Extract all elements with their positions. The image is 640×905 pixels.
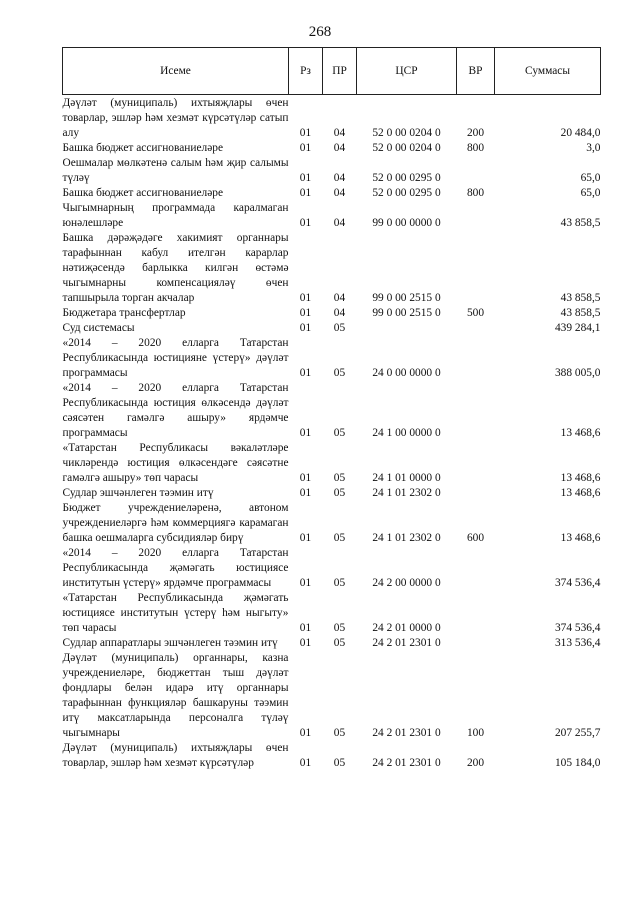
row-vr-code xyxy=(457,321,495,336)
table-row xyxy=(63,651,601,741)
row-pr-code: 04 xyxy=(333,172,346,184)
row-rz-code: 01 xyxy=(299,322,312,334)
row-pr-code: 05 xyxy=(333,757,346,769)
table-header xyxy=(63,48,601,95)
row-csr-code: 52 0 00 0204 0 xyxy=(372,127,441,139)
table-row xyxy=(63,486,601,501)
row-vr-code xyxy=(457,336,495,381)
row-pr-code: 04 xyxy=(333,292,346,304)
row-vr-code xyxy=(457,381,495,441)
table-body xyxy=(63,95,601,772)
table-row xyxy=(63,186,601,201)
row-amount: 388 005,0 xyxy=(554,367,601,379)
row-rz-code: 01 xyxy=(299,307,312,319)
table-row xyxy=(63,201,601,231)
row-name: Бюджетара трансфертлар xyxy=(62,307,186,319)
row-amount: 105 184,0 xyxy=(554,757,601,769)
row-csr-code: 24 2 00 0000 0 xyxy=(372,577,441,589)
row-name: Башка бюджет ассигнованиеләре xyxy=(62,187,224,199)
page-number: 268 xyxy=(308,24,332,40)
row-csr-code: 52 0 00 0295 0 xyxy=(372,187,441,199)
row-rz-code: 01 xyxy=(299,217,312,229)
table-row xyxy=(63,95,601,142)
row-amount: 65,0 xyxy=(580,187,601,199)
row-name: Дәүләт (муниципаль) ихтыяҗлары өчен товарлар, эшләр һәм хезмәт күрсәтүләр сатып алу xyxy=(62,97,289,139)
row-rz-code: 01 xyxy=(299,142,312,154)
row-name: «2014 – 2020 елларга Татарстан Республикасында юстиция өлкәсендә дәүләт сәясәтен гамәлгә ашыру» ярдәмче программасы xyxy=(62,382,289,439)
row-vr-code xyxy=(457,591,495,636)
header-csr: ЦСР xyxy=(357,48,457,95)
row-vr-code xyxy=(457,156,495,186)
row-pr-code: 05 xyxy=(333,532,346,544)
header-vr: ВР xyxy=(457,48,495,95)
row-amount: 13 468,6 xyxy=(560,532,601,544)
row-name: Дәүләт (муниципаль) ихтыяҗлары өчен товарлар, эшләр һәм хезмәт күрсәтүләр xyxy=(62,742,289,769)
row-name: «2014 – 2020 елларга Татарстан Республикасында җәмәгать юстициясе институтын үстерү» ярдәмче программасы xyxy=(62,547,289,589)
row-rz-code: 01 xyxy=(299,757,312,769)
row-csr-code: 24 1 01 2302 0 xyxy=(372,487,441,499)
row-pr-code: 05 xyxy=(333,322,346,334)
row-vr-code xyxy=(457,441,495,486)
table-row xyxy=(63,546,601,591)
row-name: Чыгымнарның программада каралмаган юнәлешләре xyxy=(62,202,289,229)
row-csr-code: 24 0 00 0000 0 xyxy=(372,367,441,379)
row-name: Башка бюджет ассигнованиеләре xyxy=(62,142,224,154)
row-name: Башка дәрәҗәдәге хакимият органнары тарафыннан кабул ителгән карарлар нәтиҗәсендә барлыкка килгән өстәмә чыгымнарны компенсацияләү өчен тапшырыла торган акчалар xyxy=(62,232,289,304)
row-amount: 13 468,6 xyxy=(560,427,601,439)
row-name: Бюджет учреждениеләренә, автоном учреждениеләргә һәм коммерциягә карамаган башка оешмаларга субсидияләр бирү xyxy=(62,502,289,544)
row-csr-code: 24 2 01 2301 0 xyxy=(372,757,441,769)
row-pr-code: 05 xyxy=(333,637,346,649)
row-name: Судлар аппаратлары эшчәнлеген тәэмин итү xyxy=(62,637,278,649)
row-pr-code: 04 xyxy=(333,217,346,229)
row-amount: 439 284,1 xyxy=(554,322,601,334)
row-rz-code: 01 xyxy=(299,127,312,139)
header-rz: Рз xyxy=(289,48,323,95)
row-pr-code: 05 xyxy=(333,622,346,634)
row-rz-code: 01 xyxy=(299,427,312,439)
row-rz-code: 01 xyxy=(299,577,312,589)
row-pr-code: 05 xyxy=(333,727,346,739)
row-vr-code: 600 xyxy=(466,532,485,544)
row-csr-code: 52 0 00 0204 0 xyxy=(372,142,441,154)
row-rz-code: 01 xyxy=(299,187,312,199)
row-name: Судлар эшчәнлеген тәэмин итү xyxy=(62,487,214,499)
row-name: «Татарстан Республикасы вәкаләтләре чикләрендә юстиция өлкәсендәге сәясәтне гамәлгә ашыру» төп чарасы xyxy=(62,442,289,484)
row-pr-code: 04 xyxy=(333,307,346,319)
row-csr-code: 24 2 01 0000 0 xyxy=(372,622,441,634)
row-rz-code: 01 xyxy=(299,622,312,634)
row-vr-code: 200 xyxy=(466,757,485,769)
row-rz-code: 01 xyxy=(299,292,312,304)
row-rz-code: 01 xyxy=(299,637,312,649)
row-pr-code: 05 xyxy=(333,577,346,589)
table-row xyxy=(63,141,601,156)
row-amount: 65,0 xyxy=(580,172,601,184)
row-pr-code: 04 xyxy=(333,127,346,139)
row-name: Суд системасы xyxy=(62,322,135,334)
row-csr-code: 24 1 01 0000 0 xyxy=(372,472,441,484)
row-vr-code: 500 xyxy=(466,307,485,319)
row-vr-code: 100 xyxy=(466,727,485,739)
row-vr-code: 800 xyxy=(466,142,485,154)
row-amount: 207 255,7 xyxy=(554,727,601,739)
table-row xyxy=(63,336,601,381)
row-vr-code xyxy=(457,486,495,501)
table-row xyxy=(63,381,601,441)
row-name: «2014 – 2020 елларга Татарстан Республикасында юстицияне үстерү» дәүләт программасы xyxy=(62,337,289,379)
row-amount: 20 484,0 xyxy=(560,127,601,139)
table-row xyxy=(63,636,601,651)
row-csr-code: 24 2 01 2301 0 xyxy=(372,637,441,649)
row-amount: 43 858,5 xyxy=(560,217,601,229)
row-csr-code: 99 0 00 2515 0 xyxy=(372,292,441,304)
table-row xyxy=(63,741,601,771)
row-vr-code: 200 xyxy=(466,127,485,139)
row-rz-code: 01 xyxy=(299,172,312,184)
row-vr-code: 800 xyxy=(466,187,485,199)
row-amount: 13 468,6 xyxy=(560,487,601,499)
row-pr-code: 05 xyxy=(333,487,346,499)
row-vr-code xyxy=(457,231,495,306)
row-amount: 313 536,4 xyxy=(554,637,601,649)
row-amount: 374 536,4 xyxy=(554,577,601,589)
table-row xyxy=(63,231,601,306)
row-amount: 13 468,6 xyxy=(560,472,601,484)
row-csr-code xyxy=(357,321,457,336)
budget-table xyxy=(62,47,601,771)
row-csr-code: 24 2 01 2301 0 xyxy=(372,727,441,739)
table-row xyxy=(63,441,601,486)
row-pr-code: 04 xyxy=(333,187,346,199)
row-vr-code xyxy=(457,636,495,651)
row-csr-code: 99 0 00 2515 0 xyxy=(372,307,441,319)
row-rz-code: 01 xyxy=(299,487,312,499)
row-rz-code: 01 xyxy=(299,472,312,484)
header-name: Исеме xyxy=(63,48,289,95)
row-csr-code: 99 0 00 0000 0 xyxy=(372,217,441,229)
row-pr-code: 05 xyxy=(333,427,346,439)
table-row xyxy=(63,306,601,321)
row-csr-code: 24 1 01 2302 0 xyxy=(372,532,441,544)
table-row xyxy=(63,591,601,636)
row-amount: 43 858,5 xyxy=(560,292,601,304)
row-vr-code xyxy=(457,201,495,231)
row-rz-code: 01 xyxy=(299,367,312,379)
row-rz-code: 01 xyxy=(299,727,312,739)
row-name: Дәүләт (муниципаль) органнары, казна учреждениеләре, бюджеттан тыш дәүләт фондлары белән идарә итү органнары тарафыннан функцияләр башкаруны тәэмин итү максатларында персоналга түләү чыгымнары xyxy=(62,652,289,739)
row-pr-code: 05 xyxy=(333,472,346,484)
row-amount: 374 536,4 xyxy=(554,622,601,634)
header-pr: ПР xyxy=(323,48,357,95)
row-name: Оешмалар мөлкәтенә салым һәм җир салымы түләү xyxy=(62,157,289,184)
row-name: «Татарстан Республикасында җәмәгать юстициясе институтын үстерү һәм ныгыту» төп чарасы xyxy=(62,592,289,634)
table-row xyxy=(63,501,601,546)
table-row xyxy=(63,156,601,186)
row-csr-code: 52 0 00 0295 0 xyxy=(372,172,441,184)
row-rz-code: 01 xyxy=(299,532,312,544)
row-amount: 43 858,5 xyxy=(560,307,601,319)
row-pr-code: 04 xyxy=(333,142,346,154)
row-pr-code: 05 xyxy=(333,367,346,379)
row-vr-code xyxy=(457,546,495,591)
table-row xyxy=(63,321,601,336)
header-sum: Суммасы xyxy=(495,48,601,95)
row-amount: 3,0 xyxy=(586,142,601,154)
row-csr-code: 24 1 00 0000 0 xyxy=(372,427,441,439)
